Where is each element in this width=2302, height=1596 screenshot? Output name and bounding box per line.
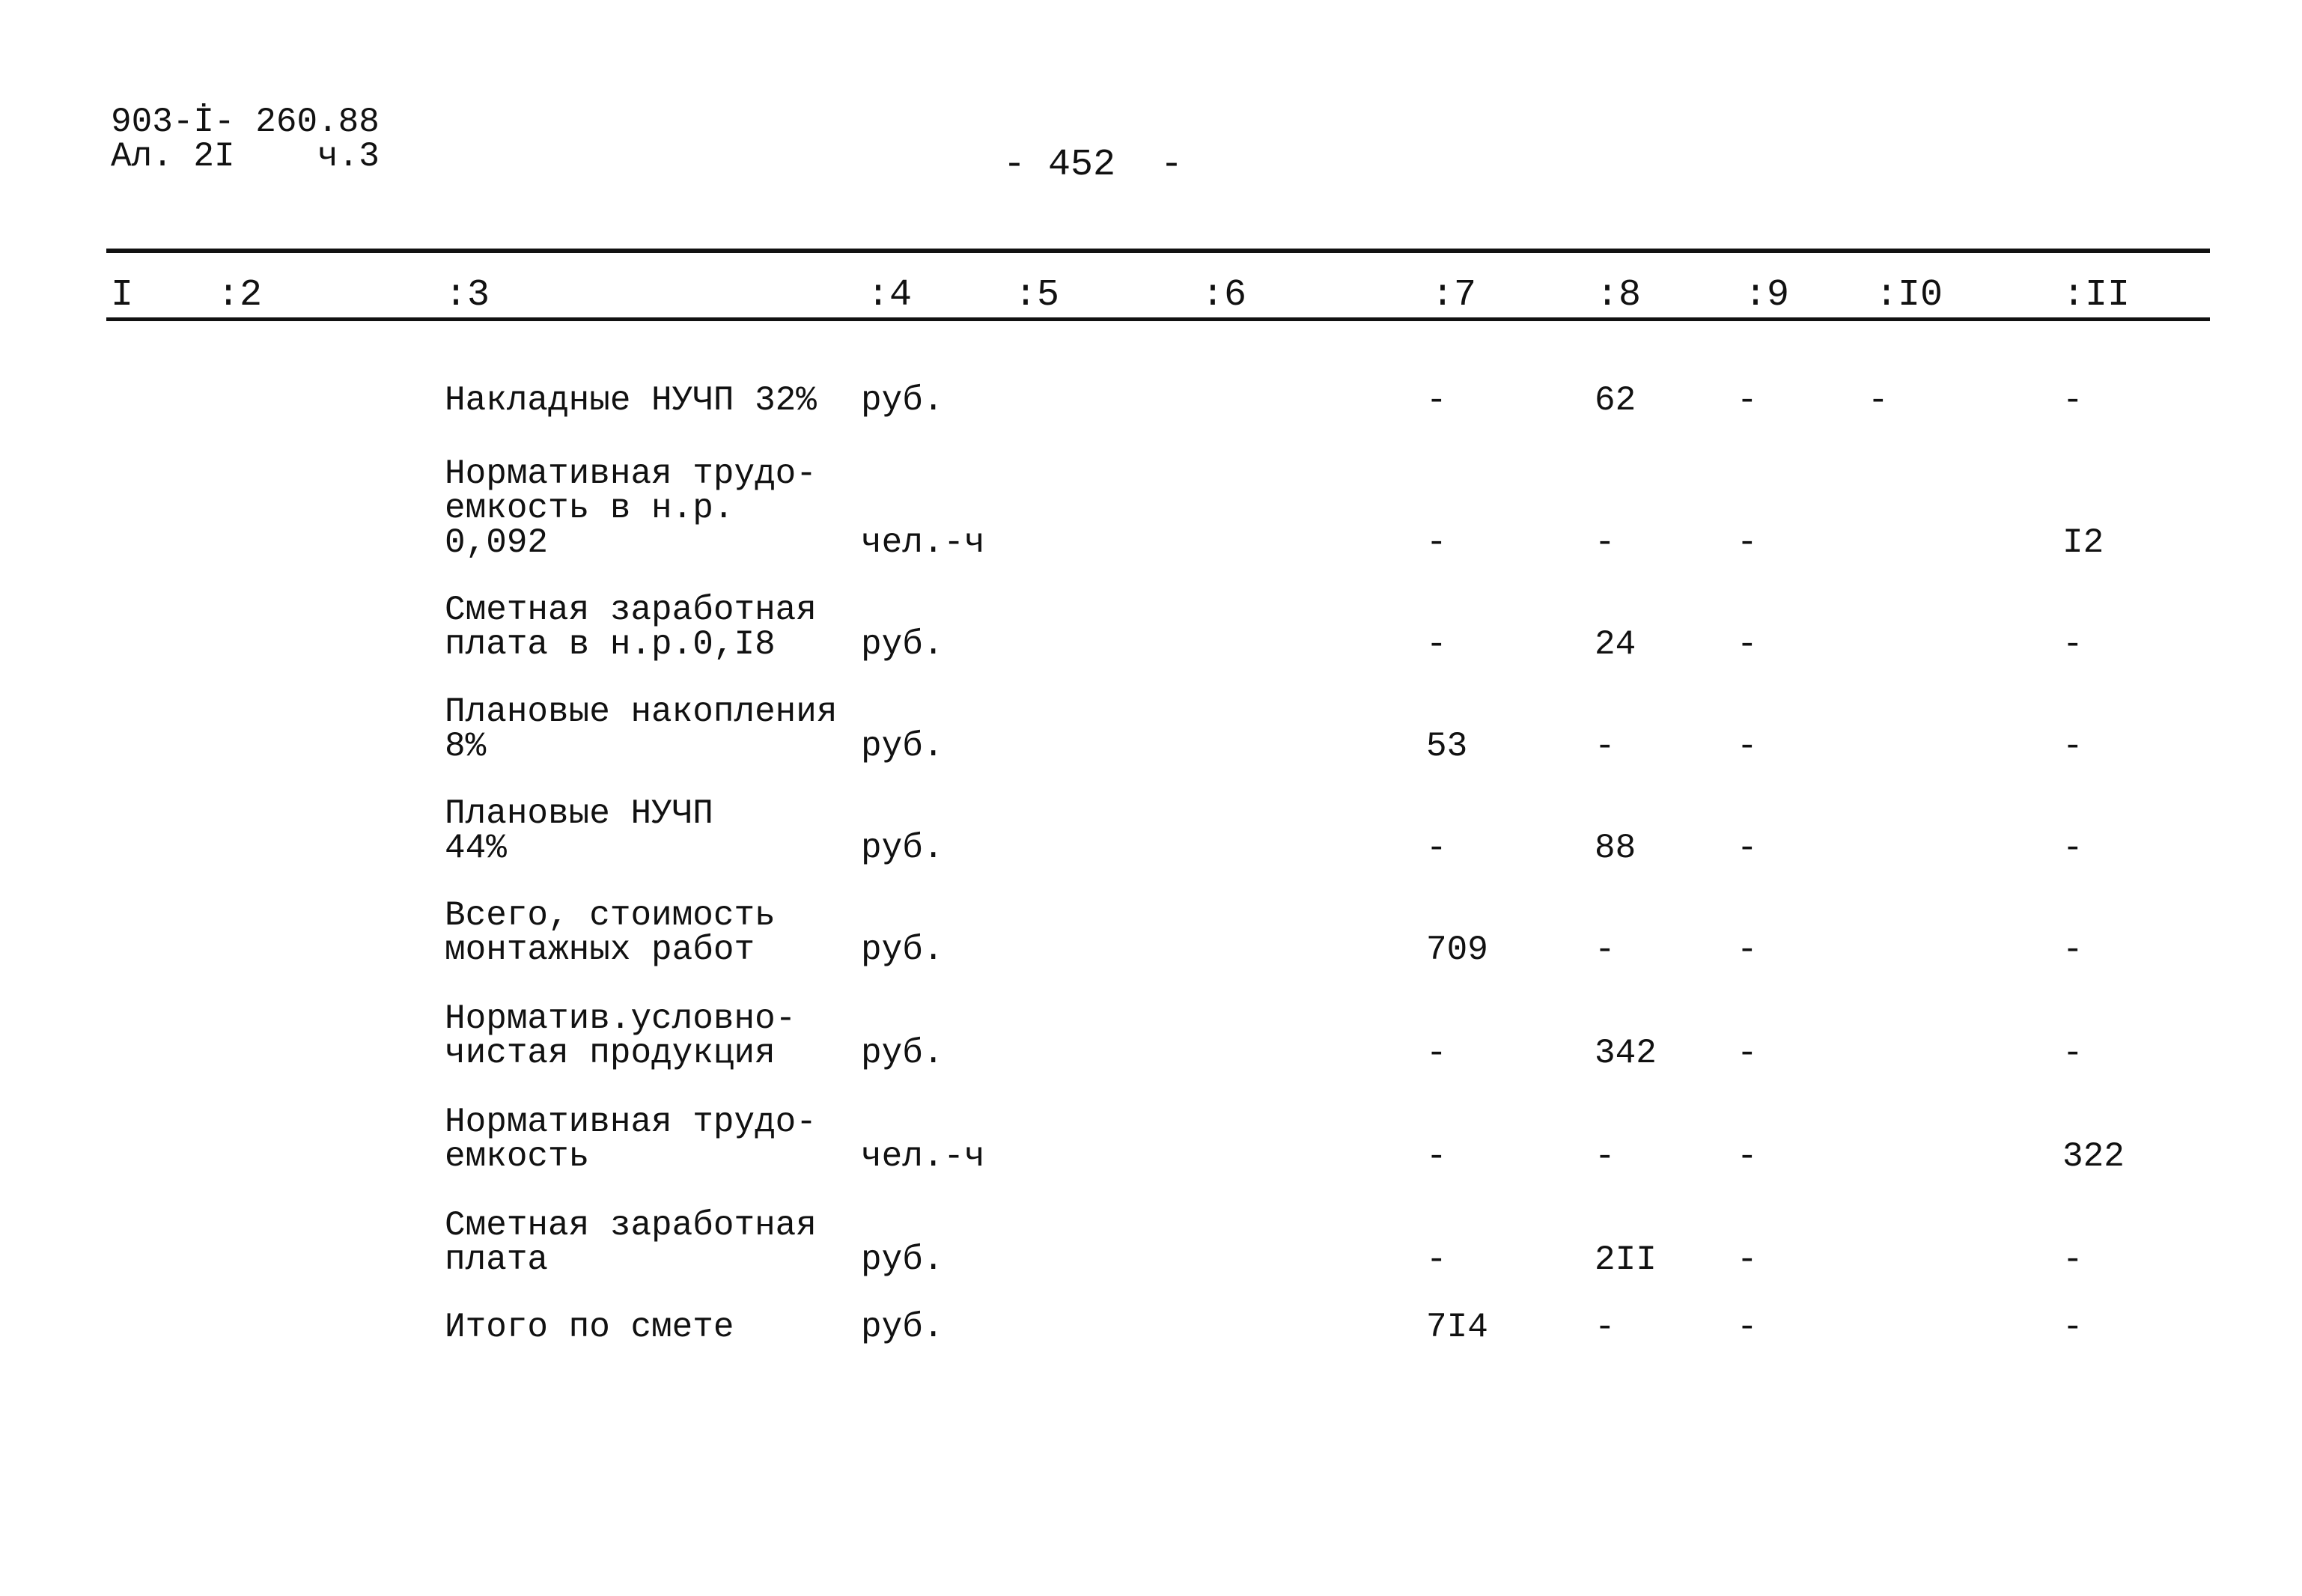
column-header-7: :7 bbox=[1431, 274, 1477, 317]
cell-col-8: - bbox=[1595, 1308, 1616, 1347]
row-label bbox=[445, 999, 797, 1073]
row-label bbox=[445, 1105, 817, 1174]
row-unit: руб. bbox=[861, 727, 944, 766]
cell-col-7: - bbox=[1426, 523, 1447, 562]
cell-col-11: - bbox=[2062, 1240, 2083, 1279]
cell-col-9: - bbox=[1737, 1034, 1758, 1073]
row-label-line: 0,092 bbox=[445, 523, 549, 562]
column-header-9: :9 bbox=[1744, 274, 1790, 317]
row-label bbox=[445, 454, 817, 562]
row-label-line: чистая продукция bbox=[445, 1034, 776, 1073]
row-unit: чел.-ч bbox=[861, 1137, 985, 1176]
row-unit: руб. bbox=[861, 829, 944, 868]
cell-col-11: - bbox=[2062, 1308, 2083, 1347]
cell-col-8: - bbox=[1595, 727, 1616, 766]
row-label-line: Сметная заработная bbox=[445, 1206, 817, 1245]
column-header-8: :8 bbox=[1596, 274, 1642, 317]
cell-col-10: - bbox=[1868, 381, 1889, 420]
row-unit: руб. bbox=[861, 1034, 944, 1073]
page-number: - 452 - bbox=[1003, 144, 1184, 186]
cell-col-8: - bbox=[1595, 1137, 1616, 1176]
cell-col-8: 62 bbox=[1595, 381, 1636, 420]
cell-col-11: - bbox=[2062, 829, 2083, 868]
cell-col-9: - bbox=[1737, 381, 1758, 420]
column-header-5: :5 bbox=[1014, 274, 1060, 317]
column-header-2: :2 bbox=[217, 274, 263, 317]
cell-col-9: - bbox=[1737, 625, 1758, 664]
cell-col-8: 88 bbox=[1595, 829, 1636, 868]
row-unit: руб. bbox=[861, 931, 944, 969]
cell-col-7: 53 bbox=[1426, 727, 1468, 766]
row-label-line: Накладные НУЧП 32% bbox=[445, 381, 817, 420]
document-code-line-1: 903-İ- 260.88 bbox=[111, 103, 380, 141]
column-header-11: :II bbox=[2062, 274, 2131, 317]
row-label-line: Плановые накопления bbox=[445, 692, 838, 731]
cell-col-7: 709 bbox=[1426, 931, 1488, 969]
cell-col-8: 342 bbox=[1595, 1034, 1657, 1073]
row-label-line: емкость bbox=[445, 1137, 590, 1176]
cell-col-11: - bbox=[2062, 1034, 2083, 1073]
row-label bbox=[445, 1208, 817, 1277]
row-label bbox=[445, 692, 838, 766]
row-unit: руб. bbox=[861, 1308, 944, 1347]
row-label-line: Плановые НУЧП bbox=[445, 794, 713, 833]
row-unit: руб. bbox=[861, 1240, 944, 1279]
table-top-rule bbox=[106, 249, 2210, 253]
cell-col-11: - bbox=[2062, 381, 2083, 420]
cell-col-7: - bbox=[1426, 625, 1447, 664]
column-header-6: :6 bbox=[1202, 274, 1247, 317]
row-label bbox=[445, 1308, 734, 1347]
cell-col-7: - bbox=[1426, 381, 1447, 420]
cell-col-11: - bbox=[2062, 625, 2083, 664]
row-label-line: Всего, стоимость bbox=[445, 896, 776, 935]
row-unit: руб. bbox=[861, 625, 944, 664]
cell-col-9: - bbox=[1737, 931, 1758, 969]
document-code bbox=[111, 105, 380, 174]
row-label bbox=[445, 794, 713, 868]
cell-col-8: - bbox=[1595, 931, 1616, 969]
cell-col-11: I2 bbox=[2062, 523, 2104, 562]
row-unit: руб. bbox=[861, 381, 944, 420]
document-code-line-2: Ал. 2I ч.3 bbox=[111, 137, 380, 176]
cell-col-9: - bbox=[1737, 1137, 1758, 1176]
cell-col-9: - bbox=[1737, 1240, 1758, 1279]
table-header-rule bbox=[106, 317, 2210, 321]
cell-col-11: 322 bbox=[2062, 1137, 2125, 1176]
cell-col-8: - bbox=[1595, 523, 1616, 562]
cell-col-7: - bbox=[1426, 1137, 1447, 1176]
cell-col-7: - bbox=[1426, 829, 1447, 868]
row-label-line: Нормативная трудо- bbox=[445, 1103, 817, 1142]
row-label-line: плата в н.р.0,I8 bbox=[445, 625, 776, 664]
cell-col-11: - bbox=[2062, 727, 2083, 766]
cell-col-8: 24 bbox=[1595, 625, 1636, 664]
cell-col-7: - bbox=[1426, 1240, 1447, 1279]
cell-col-9: - bbox=[1737, 727, 1758, 766]
row-label-line: 8% bbox=[445, 727, 487, 766]
row-label bbox=[445, 383, 817, 418]
row-label-line: Нормативная трудо- bbox=[445, 454, 817, 493]
row-label-line: плата bbox=[445, 1240, 549, 1279]
cell-col-9: - bbox=[1737, 1308, 1758, 1347]
column-header-1: I bbox=[111, 274, 134, 317]
row-label-line: Итого по смете bbox=[445, 1308, 734, 1347]
row-label-line: Сметная заработная bbox=[445, 591, 817, 630]
column-header-4: :4 bbox=[867, 274, 913, 317]
cell-col-7: 7I4 bbox=[1426, 1308, 1488, 1347]
row-label bbox=[445, 898, 776, 967]
column-header-10: :I0 bbox=[1875, 274, 1943, 317]
cell-col-9: - bbox=[1737, 523, 1758, 562]
row-label-line: 44% bbox=[445, 829, 507, 868]
row-unit: чел.-ч bbox=[861, 523, 985, 562]
row-label-line: емкость в н.р. bbox=[445, 489, 734, 528]
row-label-line: монтажных работ bbox=[445, 931, 755, 969]
row-label bbox=[445, 593, 817, 662]
cell-col-11: - bbox=[2062, 931, 2083, 969]
cell-col-9: - bbox=[1737, 829, 1758, 868]
row-label-line: Норматив.условно- bbox=[445, 999, 797, 1038]
column-header-3: :3 bbox=[445, 274, 490, 317]
cell-col-8: 2II bbox=[1595, 1240, 1657, 1279]
cell-col-7: - bbox=[1426, 1034, 1447, 1073]
